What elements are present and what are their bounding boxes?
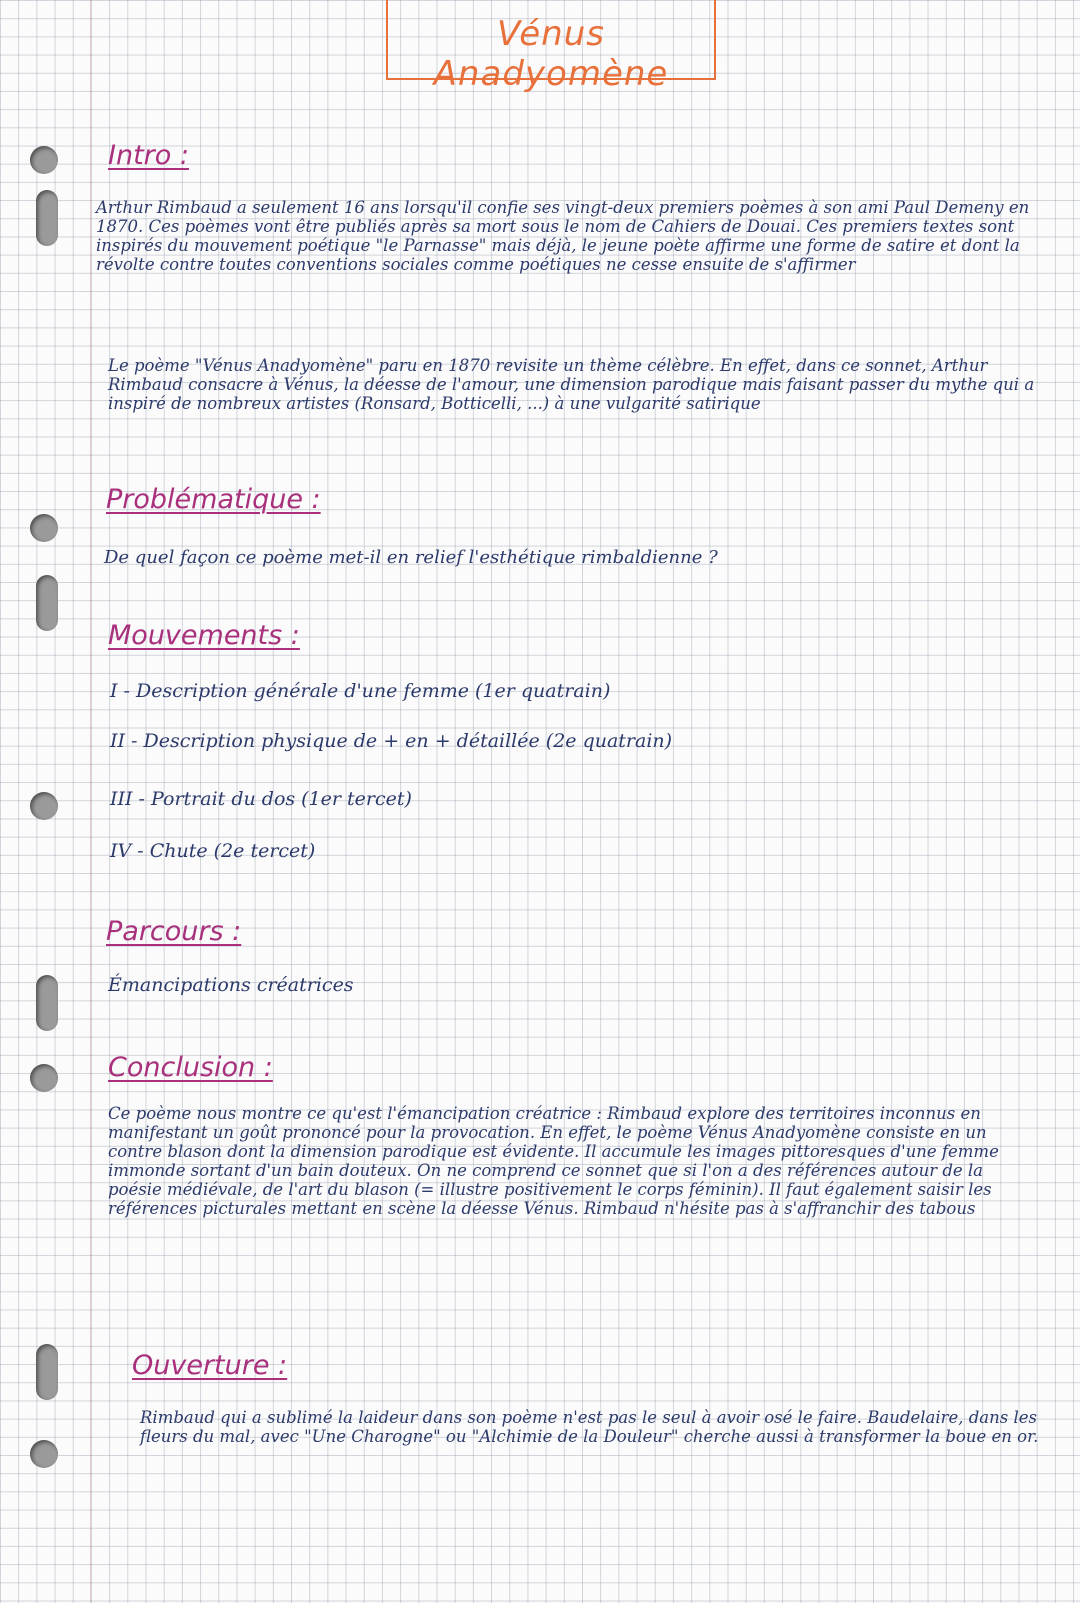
- conclusion-paragraph: Ce poème nous montre ce qu'est l'émancipation créatrice : Rimbaud explore des territoires inconnus en manifestant un goût prononcé pour la provocation. En effet, le poème Vénus Anadyomène consiste en un contre blason dont la dimension parodique est évidente. Il accumule les images pittoresques d'une femme immonde sortant d'un bain douteux. On ne comprend ce sonnet que si l'on a des références autour de la poésie médiévale, de l'art du blason (= illustre positivement le corps féminin). Il faut également saisir les références picturales mettant en scène la déesse Vénus. Rimbaud n'hésite pas à s'affranchir des tabous: [108, 1104, 999, 1218]
- intro-heading: Intro :: [108, 140, 189, 171]
- mouvement-item-3: III - Portrait du dos (1er tercet): [110, 788, 412, 810]
- binder-hole: [36, 975, 58, 1031]
- binder-hole: [30, 792, 58, 820]
- parcours-heading: Parcours :: [106, 916, 242, 947]
- binder-hole: [30, 146, 58, 174]
- mouvement-item-1: I - Description générale d'une femme (1er quatrain): [110, 680, 611, 702]
- binder-hole: [30, 1440, 58, 1468]
- intro-paragraph-1: Arthur Rimbaud a seulement 16 ans lorsqu'il confie ses vingt-deux premiers poèmes à son ami Paul Demeny en 1870. Ces poèmes vont être publiés après sa mort sous le nom de Cahiers de Douai. Ces premiers textes sont inspirés du mouvement poétique "le Parnasse" mais déjà, le jeune poète affirme une forme de satire et dont la révolte contre toutes conventions sociales comme poétiques ne cesse ensuite de s'affirmer: [96, 198, 1030, 274]
- problematique-question: De quel façon ce poème met-il en relief l'esthétique rimbaldienne ?: [104, 547, 718, 568]
- title-box: [386, 0, 716, 94]
- intro-paragraph-2: Le poème "Vénus Anadyomène" paru en 1870 revisite un thème célèbre. En effet, dans ce sonnet, Arthur Rimbaud consacre à Vénus, la déesse de l'amour, une dimension parodique mais faisant passer du mythe qui a inspiré de nombreux artistes (Ronsard, Botticelli, ...) à une vulgarité satirique: [108, 356, 1035, 413]
- ouverture-paragraph: Rimbaud qui a sublimé la laideur dans son poème n'est pas le seul à avoir osé le faire. Baudelaire, dans les fleurs du mal, avec "Une Charogne" ou "Alchimie de la Douleur" cherche aussi à transformer la boue en or.: [140, 1408, 1039, 1446]
- binder-hole: [36, 575, 58, 631]
- margin-line: [90, 0, 91, 1603]
- mouvement-item-4: IV - Chute (2e tercet): [110, 840, 316, 862]
- mouvement-item-2: II - Description physique de + en + détaillée (2e quatrain): [110, 730, 673, 752]
- binder-hole: [30, 1064, 58, 1092]
- ouverture-heading: Ouverture :: [132, 1350, 288, 1381]
- conclusion-heading: Conclusion :: [108, 1052, 273, 1083]
- binder-hole: [36, 1344, 58, 1400]
- page-title: Vénus Anadyomène: [433, 14, 669, 94]
- parcours-text: Émancipations créatrices: [108, 974, 354, 996]
- problematique-heading: Problématique :: [106, 484, 321, 515]
- binder-hole: [36, 190, 58, 246]
- mouvements-heading: Mouvements :: [108, 620, 300, 651]
- binder-hole: [30, 514, 58, 542]
